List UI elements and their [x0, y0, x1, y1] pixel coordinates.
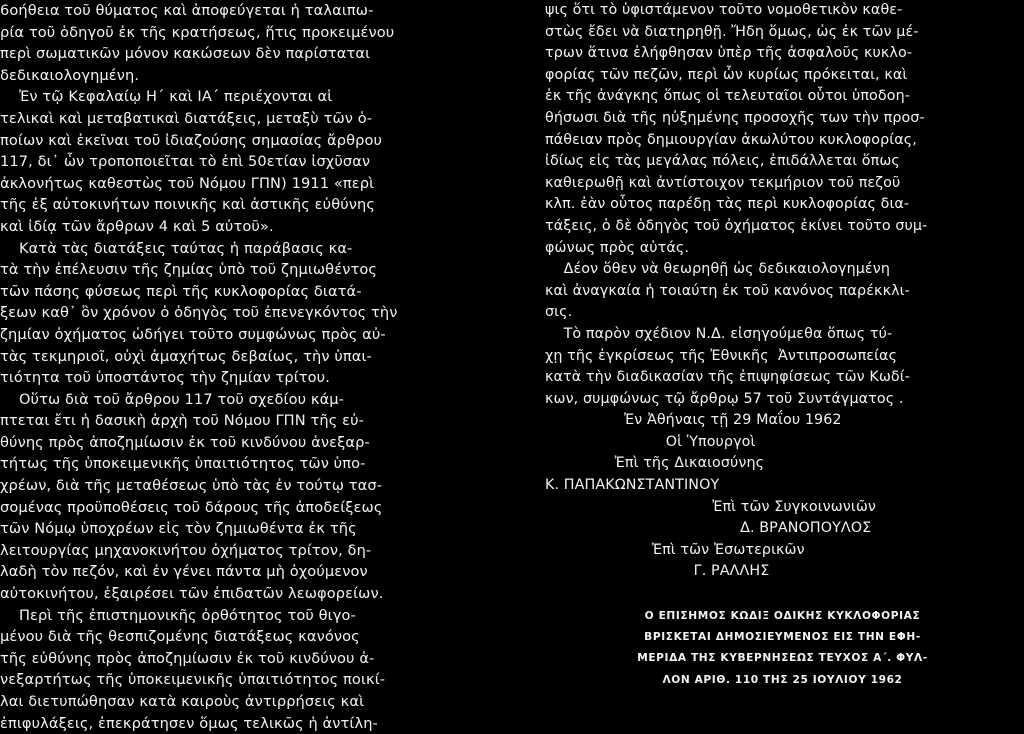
text-line: Κατὰ τὰς διατάξεις ταύτας ἡ παράβασις κα- [0, 239, 353, 257]
text-line: χρέων, διὰ τῆς μεταθέσεως ὑπὸ τὰς ἐν τούτῳ τασ- [0, 477, 383, 495]
text-line: τιότητα τοῦ ὑποστάντος τὴν ζημίαν τρίτου. [0, 369, 330, 387]
text-line: τάξεις, ὁ δὲ ὁδηγὸς τοῦ ὀχήματος ἐκίνει τοῦτο συμ- [545, 217, 928, 234]
notice-line: ΒΡΙΣΚΕΤΑΙ ΔΗΜΟΣΙΕΥΜΕΝΟΣ ΕΙΣ ΤΗΝ ΕΦΗ- [644, 631, 921, 644]
text-line: ἐπιφυλάξεις, ἐπεκράτησεν ὅμως τελικῶς ἡ ἀντίλη- [0, 714, 378, 732]
date-line: Ἐν Ἀθήναις τῇ 29 Μαΐου 1962 [545, 412, 842, 429]
ministers-heading: Οἱ Ὑπουργοὶ [545, 433, 756, 450]
text-line: ξεων καθ᾽ ὃν χρόνον ὁ ὁδηγὸς τοῦ ἐπενεγκόντος τὴν [0, 304, 398, 322]
signatory-rallis: Γ. ΡΑΛΛΗΣ [545, 563, 770, 580]
publication-notice [605, 606, 960, 691]
text-line: κλπ. ἐὰν οὗτος παρέδῃ τὰς περὶ κυκλοφορίας δια- [545, 196, 910, 213]
text-line: ἀκλονήτως καθεστὼς τοῦ Νόμου ΓΠΝ) 1911 «περὶ [0, 174, 375, 192]
text-line: μένου διὰ τῆς θεσπιζομένης διατάξεως κανόνος [0, 628, 360, 646]
text-line: τῶν Νόμῳ ὑποχρέων εἰς τὸν ζημιωθέντα ἐκ τῆς [0, 520, 357, 538]
text-line: σις. [545, 304, 573, 321]
text-line: Τὸ παρὸν σχέδιον Ν.Δ. εἰσηγούμεθα ὅπως τύ- [545, 325, 893, 342]
ministry-interior: Ἐπὶ τῶν Ἐσωτερικῶν [545, 541, 805, 558]
notice-line: ΛΟΝ ΑΡΙΘ. 110 ΤΗΣ 25 ΙΟΥΛΙΟΥ 1962 [662, 673, 903, 686]
text-line: τὰς τεκμηριοῖ, οὐχὶ ἀμαχήτως δεβαίως, τὴν ὑπαι- [0, 347, 372, 365]
text-line: αὐτοκινήτου, ἐξαιρέσει τῶν ἐπιδατῶν λεωφορείων. [0, 585, 384, 603]
text-line: τήτως τῆς ὑποκειμενικῆς ὑπαιτιότητος τῶν ὑπο- [0, 455, 366, 473]
text-line: δεδικαιολογημένη. [0, 66, 140, 84]
text-line: ἐκ τῆς ἀνάγκης ὅπως οἱ τελευταῖοι οὗτοι ὑποδοη- [545, 88, 911, 105]
right-text-column [545, 0, 1024, 583]
text-line: τῆς ἐξ αὐτοκινήτων ποινικῆς καὶ ἀστικῆς εὐθύνης [0, 196, 376, 214]
text-line: ποίων καὶ ἐκεῖναι τοῦ ἰδιαζούσης σημασίας ἄρθρου [0, 131, 383, 149]
ministry-communications: Ἐπὶ τῶν Συγκοινωνιῶν [545, 498, 876, 515]
text-line: 6οήθεια τοῦ θύματος καὶ ἀποφεύγεται ἡ ταλαιπω- [0, 2, 374, 19]
text-line: Περὶ τῆς ἐπιστημονικῆς ὀρθότητος τοῦ θιγο- [0, 606, 356, 624]
text-line: 117, δι᾽ ὧν τροποποιεῖται τὸ ἐπὶ 50ετίαν ἰσχῦσαν [0, 153, 371, 171]
text-line: φορίας τῶν πεζῶν, περὶ ὧν κυρίως πρόκειται, καὶ [545, 66, 908, 83]
text-line: ζημίαν ὀχήματος ὡδήγει τοῦτο συμφώνως πρὸς αὐ- [0, 325, 386, 343]
text-line: καὶ ἀναγκαία ἡ τοιαύτη ἐκ τοῦ κανόνος παρέκκλι- [545, 282, 910, 299]
text-line: λαδὴ τὸν πεζόν, καὶ ἐν γένει πάντα μὴ ὀχούμενον [0, 563, 368, 581]
text-line: θύνης πρὸς ἀποζημίωσιν ἐκ τοῦ κινδύνου ἀνεξαρ- [0, 433, 370, 451]
text-line: πάθειαν πρὸς δημιουργίαν ἀκωλύτου κυκλοφορίας, [545, 131, 917, 148]
text-line: ἰδίως εἰς τὰς μεγάλας πόλεις, ἐπιδάλλεται ὅπως [545, 153, 900, 170]
text-line: τρων ἅτινα ἐλήφθησαν ὑπὲρ τῆς ἀσφαλοῦς κυκλο- [545, 45, 913, 62]
text-line: τελικαὶ καὶ μεταβατικαὶ διατάξεις, μεταξὺ τῶν ὁ- [0, 109, 373, 127]
notice-line: ΜΕΡΙΔΑ ΤΗΣ ΚΥΒΕΡΝΗΣΕΩΣ ΤΕΥΧΟΣ Α΄. ΦΥΛ- [637, 652, 928, 665]
text-line: νεξαρτήτως τῆς ὑποκειμενικῆς ὑπαιτιότητος ποικί- [0, 671, 386, 689]
text-line: πτεται ἔτι ἡ δασικὴ ἀρχὴ τοῦ Νόμου ΓΠΝ τῆς εὐ- [0, 412, 365, 430]
text-line: φώνως πρὸς αὐτάς. [545, 239, 690, 256]
text-line: κατὰ τὴν διαδικασίαν τῆς ἐπιψηφίσεως τῶν Κωδί- [545, 369, 910, 386]
left-text-column [0, 0, 462, 734]
text-line: τὰ τὴν ἐπέλευσιν τῆς ζημίας ὑπὸ τοῦ ζημιωθέντος [0, 261, 378, 279]
text-line: θήσωσι διὰ τῆς ηὐξημένης προσοχῆς των τὴν προσ- [545, 109, 925, 126]
text-line: τῶν πάσης φύσεως περὶ τῆς κυκλοφορίας διατά- [0, 282, 362, 300]
text-line: Οὕτω διὰ τοῦ ἄρθρου 117 τοῦ σχεδίου κάμ- [0, 390, 345, 408]
signatory-vranopoulos: Δ. ΒΡΑΝΟΠΟΥΛΟΣ [545, 520, 872, 537]
text-line: λειτουργίας μηχανοκινήτου ὀχήματος τρίτον, δη- [0, 541, 372, 559]
text-line: κων, συμφώνως τῷ ἄρθρῳ 57 τοῦ Συντάγματος . [545, 390, 904, 407]
text-line: στὼς ἔδει νὰ διατηρηθῇ. Ἤδη ὅμως, ὡς ἐκ τῶν μέ- [545, 23, 919, 40]
text-line: Ἐν τῷ Κεφαλαίῳ Η΄ καὶ ΙΑ΄ περιέχονται αἱ [0, 88, 333, 106]
text-line: Δέον ὅθεν νὰ θεωρηθῇ ὡς δεδικαιολογημένη [545, 261, 891, 278]
text-line: καθιερωθῇ καὶ ἀντίστοιχον τεκμήριον τοῦ πεζοῦ [545, 174, 901, 191]
text-line: ψις ὅτι τὸ ὑφιστάμενον τοῦτο νομοθετικὸν καθε- [545, 2, 903, 18]
text-line: περὶ σωματικῶν μόνον κακώσεων δὲν παρίσταται [0, 45, 371, 63]
signatory-papakonstantinou: Κ. ΠΑΠΑΚΩΝΣΤΑΝΤΙΝΟΥ [545, 477, 720, 494]
notice-line: Ο ΕΠΙΣΗΜΟΣ ΚΩΔΙΞ ΟΔΙΚΗΣ ΚΥΚΛΟΦΟΡΙΑΣ [644, 610, 921, 622]
text-line: λαι διετυπώθησαν κατὰ καιροὺς ἀντιρρήσεις καὶ [0, 693, 365, 710]
text-line: τῆς εὐθύνης πρὸς ἀποζημίωσιν ἐκ τοῦ κινδύνου ἀ- [0, 649, 375, 667]
text-line: καὶ ἰδίᾳ τῶν ἄρθρων 4 καὶ 5 αὐτοῦ». [0, 217, 274, 235]
text-line: χῃ τῆς ἐγκρίσεως τῆς Ἐθνικῆς Ἀντιπροσωπείας [545, 347, 898, 364]
ministry-justice: Ἐπὶ τῆς Δικαιοσύνης [545, 455, 765, 472]
text-line: σομένας προϋποθέσεις τοῦ δάρους τῆς ἀποδείξεως [0, 498, 383, 516]
text-line: ρία τοῦ ὁδηγοῦ ἐκ τῆς κρατήσεως, ἥτις προκειμένου [0, 23, 395, 41]
